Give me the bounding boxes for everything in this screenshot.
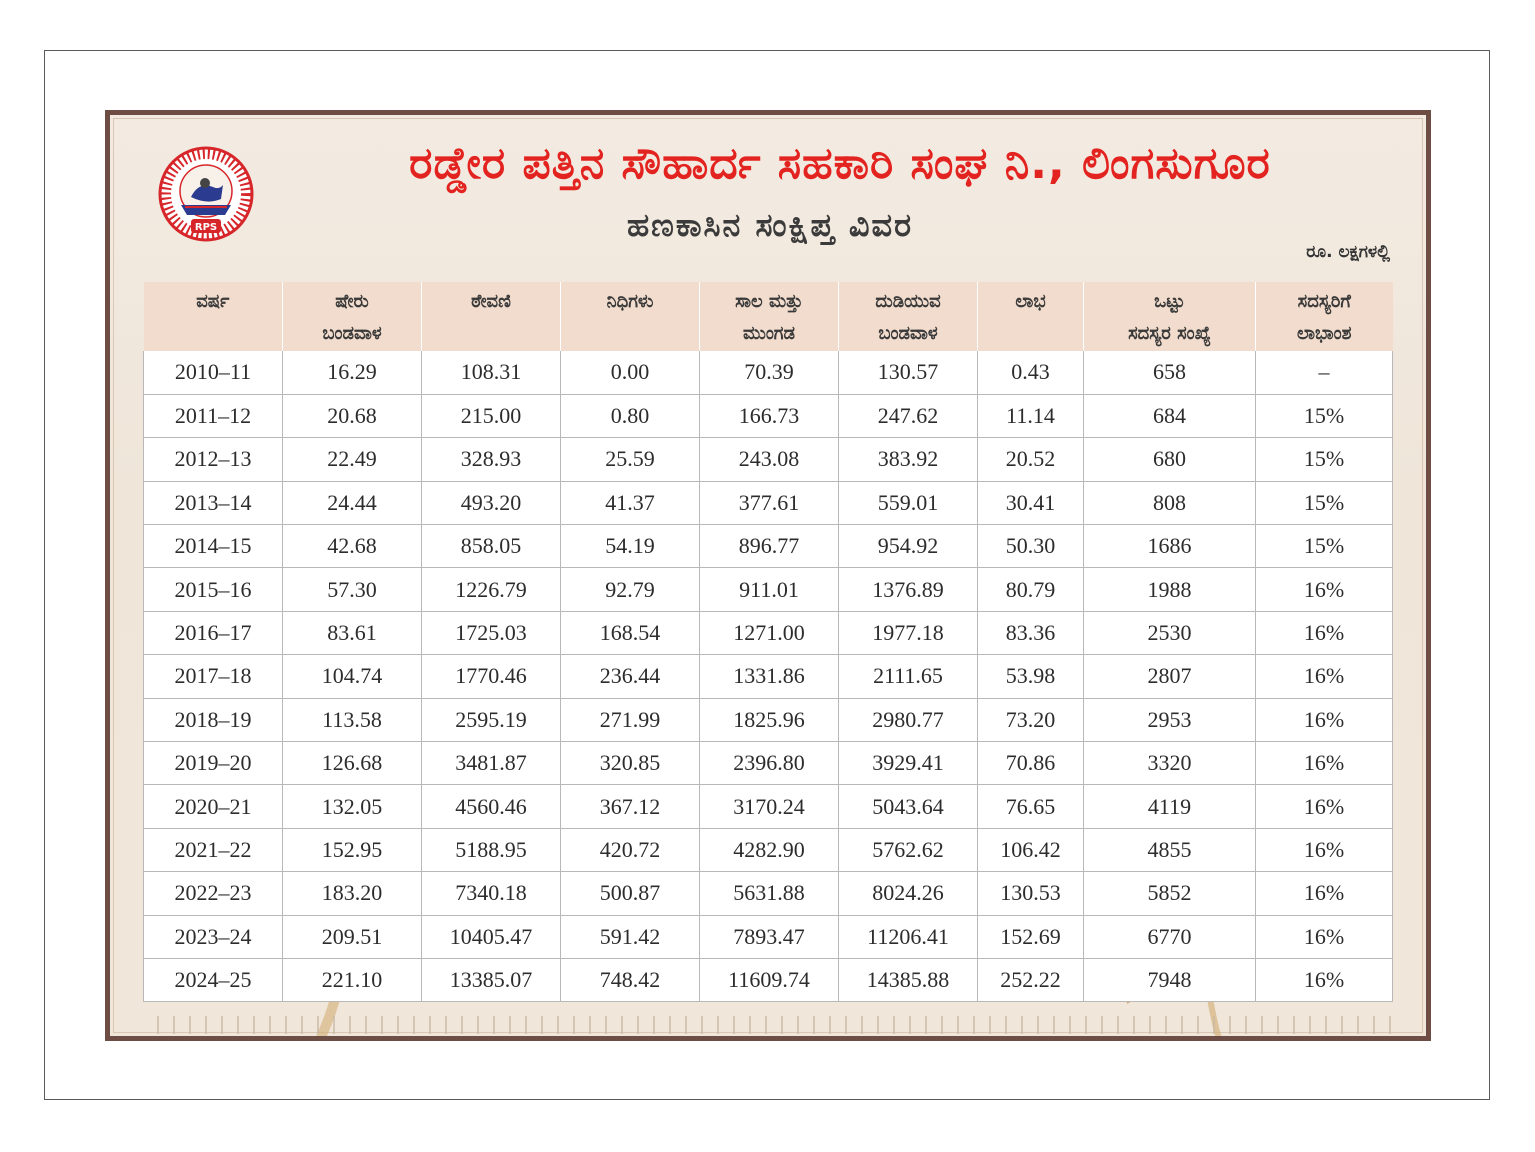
cell-working-capital: 1376.89	[839, 568, 978, 611]
cell-loans-advances: 4282.90	[700, 828, 839, 871]
column-header-dividend	[1256, 282, 1393, 351]
cell-year: 2016–17	[144, 611, 283, 654]
table-row	[144, 785, 1393, 828]
cell-year: 2015–16	[144, 568, 283, 611]
table-row	[144, 481, 1393, 524]
column-header-line: ಲಾಭಾಂಶ	[1296, 323, 1352, 344]
column-header-deposits	[422, 282, 561, 351]
cell-total-members: 808	[1084, 481, 1256, 524]
financial-summary-table	[143, 282, 1392, 1002]
column-header-line: ಲಾಭ	[1015, 291, 1046, 312]
cell-year: 2018–19	[144, 698, 283, 741]
cell-working-capital: 8024.26	[839, 872, 978, 915]
cell-share-capital: 20.68	[283, 394, 422, 437]
cell-total-members: 3320	[1084, 742, 1256, 785]
column-header-line: ಬಂಡವಾಳ	[878, 323, 938, 344]
cell-year: 2013–14	[144, 481, 283, 524]
cell-share-capital: 209.51	[283, 915, 422, 958]
cell-dividend: 16%	[1256, 611, 1393, 654]
column-header-line: ನಿಧಿಗಳು	[606, 291, 654, 312]
cell-profit: 53.98	[978, 655, 1084, 698]
cell-dividend: 16%	[1256, 785, 1393, 828]
cell-loans-advances: 3170.24	[700, 785, 839, 828]
table-header-row	[144, 282, 1393, 351]
table-row	[144, 438, 1393, 481]
cell-total-members: 2530	[1084, 611, 1256, 654]
cell-loans-advances: 70.39	[700, 351, 839, 394]
cell-share-capital: 22.49	[283, 438, 422, 481]
table-row	[144, 742, 1393, 785]
cell-profit: 83.36	[978, 611, 1084, 654]
cell-funds: 271.99	[561, 698, 700, 741]
cell-deposits: 1725.03	[422, 611, 561, 654]
cell-funds: 320.85	[561, 742, 700, 785]
column-header-share-capital	[283, 282, 422, 351]
cell-year: 2014–15	[144, 525, 283, 568]
column-header-line: ಸಾಲ ಮತ್ತು	[735, 291, 803, 312]
table-row	[144, 958, 1393, 1001]
table-row	[144, 655, 1393, 698]
column-header-profit	[978, 282, 1084, 351]
cell-funds: 591.42	[561, 915, 700, 958]
cell-profit: 106.42	[978, 828, 1084, 871]
cell-year: 2017–18	[144, 655, 283, 698]
cell-working-capital: 1977.18	[839, 611, 978, 654]
table-row	[144, 828, 1393, 871]
cell-working-capital: 247.62	[839, 394, 978, 437]
society-logo	[157, 145, 255, 243]
cell-profit: 0.43	[978, 351, 1084, 394]
column-header-line: ಸದಸ್ಯರಿಗೆ	[1297, 291, 1351, 312]
cell-year: 2021–22	[144, 828, 283, 871]
cell-dividend: 16%	[1256, 915, 1393, 958]
cell-profit: 152.69	[978, 915, 1084, 958]
cell-funds: 54.19	[561, 525, 700, 568]
column-header-line: ಮುಂಗಡ	[742, 323, 796, 344]
cell-share-capital: 132.05	[283, 785, 422, 828]
column-header-loans-advances	[700, 282, 839, 351]
table-row	[144, 525, 1393, 568]
cell-total-members: 5852	[1084, 872, 1256, 915]
column-header-line: ಒಟ್ಟು	[1154, 291, 1185, 312]
cell-share-capital: 57.30	[283, 568, 422, 611]
column-header-total-members	[1084, 282, 1256, 351]
cell-working-capital: 559.01	[839, 481, 978, 524]
cell-deposits: 5188.95	[422, 828, 561, 871]
cell-deposits: 2595.19	[422, 698, 561, 741]
cell-dividend: 16%	[1256, 872, 1393, 915]
column-header-line: ಸದಸ್ಯರ ಸಂಖ್ಯೆ	[1128, 323, 1211, 344]
cell-profit: 70.86	[978, 742, 1084, 785]
cell-year: 2019–20	[144, 742, 283, 785]
logo-emblem-icon	[157, 145, 255, 243]
cell-year: 2020–21	[144, 785, 283, 828]
cell-funds: 41.37	[561, 481, 700, 524]
cell-working-capital: 130.57	[839, 351, 978, 394]
cell-share-capital: 104.74	[283, 655, 422, 698]
cell-share-capital: 183.20	[283, 872, 422, 915]
cell-profit: 73.20	[978, 698, 1084, 741]
cell-profit: 130.53	[978, 872, 1084, 915]
table-row	[144, 611, 1393, 654]
cell-funds: 92.79	[561, 568, 700, 611]
cell-dividend: 16%	[1256, 828, 1393, 871]
page-subtitle: ಹಣಕಾಸಿನ ಸಂಕ್ಷಿಪ್ತ ವಿವರ	[626, 206, 914, 244]
cell-profit: 20.52	[978, 438, 1084, 481]
cell-deposits: 215.00	[422, 394, 561, 437]
cell-funds: 748.42	[561, 958, 700, 1001]
cell-year: 2024–25	[144, 958, 283, 1001]
svg-text:RPS: RPS	[194, 222, 218, 233]
column-header-line: ವರ್ಷ	[196, 291, 230, 312]
cell-funds: 0.80	[561, 394, 700, 437]
cell-total-members: 1988	[1084, 568, 1256, 611]
cell-funds: 236.44	[561, 655, 700, 698]
cell-deposits: 108.31	[422, 351, 561, 394]
cell-loans-advances: 911.01	[700, 568, 839, 611]
cell-deposits: 493.20	[422, 481, 561, 524]
cell-total-members: 2953	[1084, 698, 1256, 741]
cell-year: 2012–13	[144, 438, 283, 481]
cell-loans-advances: 896.77	[700, 525, 839, 568]
cell-dividend: 16%	[1256, 568, 1393, 611]
column-header-working-capital	[839, 282, 978, 351]
cell-dividend: 16%	[1256, 742, 1393, 785]
cell-deposits: 1770.46	[422, 655, 561, 698]
cell-profit: 80.79	[978, 568, 1084, 611]
page-title: ರಡ್ಡೇರ ಪತ್ತಿನ ಸೌಹಾರ್ದ ಸಹಕಾರಿ ಸಂಘ ನಿ., ಲಿಂಗಸುಗೂರ	[409, 138, 1271, 189]
cell-profit: 50.30	[978, 525, 1084, 568]
cell-dividend: 16%	[1256, 655, 1393, 698]
cell-total-members: 6770	[1084, 915, 1256, 958]
cell-funds: 420.72	[561, 828, 700, 871]
cell-loans-advances: 7893.47	[700, 915, 839, 958]
cell-total-members: 4855	[1084, 828, 1256, 871]
cell-deposits: 10405.47	[422, 915, 561, 958]
cell-funds: 25.59	[561, 438, 700, 481]
cell-funds: 500.87	[561, 872, 700, 915]
table-row	[144, 698, 1393, 741]
cell-year: 2010–11	[144, 351, 283, 394]
cell-working-capital: 2111.65	[839, 655, 978, 698]
cell-total-members: 7948	[1084, 958, 1256, 1001]
cell-dividend: –	[1256, 351, 1393, 394]
cell-working-capital: 3929.41	[839, 742, 978, 785]
cell-working-capital: 954.92	[839, 525, 978, 568]
cell-total-members: 1686	[1084, 525, 1256, 568]
cell-working-capital: 14385.88	[839, 958, 978, 1001]
table-row	[144, 568, 1393, 611]
cell-total-members: 4119	[1084, 785, 1256, 828]
cell-profit: 11.14	[978, 394, 1084, 437]
cell-share-capital: 83.61	[283, 611, 422, 654]
cell-working-capital: 11206.41	[839, 915, 978, 958]
column-header-line: ದುಡಿಯುವ	[875, 291, 941, 312]
cell-profit: 76.65	[978, 785, 1084, 828]
table-row	[144, 394, 1393, 437]
cell-funds: 367.12	[561, 785, 700, 828]
cell-profit: 252.22	[978, 958, 1084, 1001]
cell-deposits: 4560.46	[422, 785, 561, 828]
cell-working-capital: 383.92	[839, 438, 978, 481]
column-header-funds	[561, 282, 700, 351]
cell-share-capital: 221.10	[283, 958, 422, 1001]
cell-deposits: 3481.87	[422, 742, 561, 785]
cell-year: 2022–23	[144, 872, 283, 915]
cell-deposits: 7340.18	[422, 872, 561, 915]
table-row	[144, 872, 1393, 915]
cell-loans-advances: 11609.74	[700, 958, 839, 1001]
table-row	[144, 351, 1393, 394]
cell-year: 2023–24	[144, 915, 283, 958]
cell-share-capital: 152.95	[283, 828, 422, 871]
cell-year: 2011–12	[144, 394, 283, 437]
table-body	[144, 351, 1393, 1002]
column-header-line: ಷೇರು	[335, 291, 369, 312]
cell-share-capital: 24.44	[283, 481, 422, 524]
cell-total-members: 684	[1084, 394, 1256, 437]
cell-deposits: 1226.79	[422, 568, 561, 611]
cell-profit: 30.41	[978, 481, 1084, 524]
cell-total-members: 658	[1084, 351, 1256, 394]
cell-funds: 0.00	[561, 351, 700, 394]
cell-loans-advances: 166.73	[700, 394, 839, 437]
cell-funds: 168.54	[561, 611, 700, 654]
cell-working-capital: 5043.64	[839, 785, 978, 828]
cell-working-capital: 2980.77	[839, 698, 978, 741]
column-header-year	[144, 282, 283, 351]
cell-loans-advances: 1271.00	[700, 611, 839, 654]
cell-dividend: 15%	[1256, 438, 1393, 481]
cell-deposits: 13385.07	[422, 958, 561, 1001]
cell-dividend: 16%	[1256, 698, 1393, 741]
cell-total-members: 680	[1084, 438, 1256, 481]
cell-dividend: 16%	[1256, 958, 1393, 1001]
cell-loans-advances: 1331.86	[700, 655, 839, 698]
cell-loans-advances: 5631.88	[700, 872, 839, 915]
cell-loans-advances: 377.61	[700, 481, 839, 524]
cell-loans-advances: 2396.80	[700, 742, 839, 785]
bottom-decoration	[143, 1016, 1392, 1034]
cell-total-members: 2807	[1084, 655, 1256, 698]
column-header-line: ಠೇವಣಿ	[471, 291, 511, 312]
cell-share-capital: 113.58	[283, 698, 422, 741]
cell-dividend: 15%	[1256, 481, 1393, 524]
table-row	[144, 915, 1393, 958]
cell-share-capital: 126.68	[283, 742, 422, 785]
cell-dividend: 15%	[1256, 394, 1393, 437]
cell-deposits: 858.05	[422, 525, 561, 568]
cell-loans-advances: 1825.96	[700, 698, 839, 741]
cell-deposits: 328.93	[422, 438, 561, 481]
cell-share-capital: 42.68	[283, 525, 422, 568]
cell-working-capital: 5762.62	[839, 828, 978, 871]
cell-share-capital: 16.29	[283, 351, 422, 394]
column-header-line: ಬಂಡವಾಳ	[322, 323, 382, 344]
cell-dividend: 15%	[1256, 525, 1393, 568]
cell-loans-advances: 243.08	[700, 438, 839, 481]
unit-note: ರೂ. ಲಕ್ಷಗಳಲ್ಲಿ	[1306, 242, 1390, 262]
